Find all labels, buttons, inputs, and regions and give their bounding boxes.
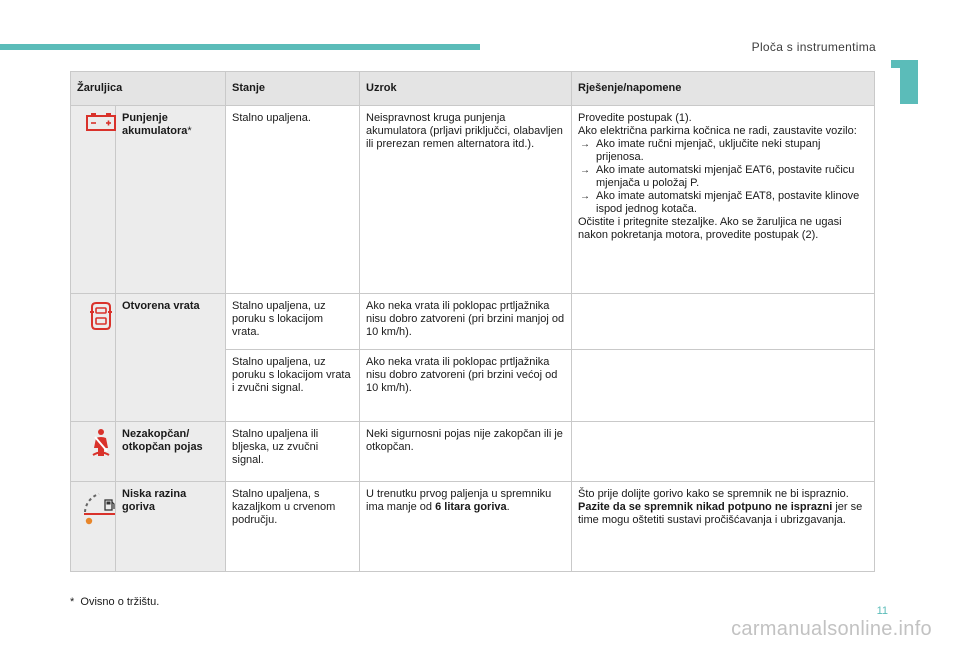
column-header-solution: Rješenje/napomene [572,72,875,106]
cause-cell: Neki sigurnosni pojas nije zakopčan ili je otkopčan. [360,422,572,482]
lamp-icon-cell [71,106,116,294]
cause-cell: Ako neka vrata ili poklopac prtljažnika nisu dobro zatvoreni (pri brzini manjoj od 10 km/h). [360,294,572,350]
state-cell: Stalno upaljena, uz poruku s lokacijom vrata. [226,294,360,350]
solution-list [578,138,868,216]
footnote-mark: * [187,125,192,137]
solution-cell [572,106,875,294]
state-cell: Stalno upaljena, uz poruku s lokacijom vrata i zvučni signal. [226,350,360,422]
battery-icon [85,112,109,136]
table-row [71,106,875,294]
warning-lights-table [70,71,875,572]
state-cell: Stalno upaljena, s kazaljkom u crvenom području. [226,482,360,572]
lamp-name-cell: Otvorena vrata [116,294,226,422]
state-cell: Stalno upaljena ili bljeska, uz zvučni signal. [226,422,360,482]
footnote-text: Ovisno o tržištu. [80,596,160,608]
lamp-name-cell [116,106,226,294]
list-item: → Ako imate automatski mjenjač EAT6, postavite ručicu mjenjača u položaj P. [578,164,868,190]
open-door-icon [89,300,109,336]
section-title: Ploča s instrumentima [751,40,876,54]
solution-text: Ako električna parkirna kočnica ne radi, zaustavite vozilo: [578,125,857,137]
chapter-marker [900,60,918,104]
cause-cell: Ako neka vrata ili poklopac prtljažnika nisu dobro zatvoreni (pri brzini većoj od 10 km/h). [360,350,572,422]
cause-text: U trenutku prvog paljenja u spremniku ima manje od [366,488,552,513]
solution-text: Što prije dolijte gorivo kako se spremnik ne bi ispraznio. [578,488,849,500]
watermark: carmanualsonline.info [731,618,932,640]
fuel-gauge-icon [81,488,109,532]
list-item: → Ako imate ručni mjenjač, uključite neki stupanj prijenosa. [578,138,868,164]
footnote [70,596,159,608]
column-header-state: Stanje [226,72,360,106]
table-row [71,422,875,482]
cause-cell [360,482,572,572]
solution-cell [572,482,875,572]
cause-cell: Neispravnost kruga punjenja akumulatora (prljavi priključci, olabavljen ili prerezan remen alternatora itd.). [360,106,572,294]
header-accent-bar [0,44,480,50]
table-row [71,482,875,572]
solution-text: jer se time mogu oštetiti sustavi pročišćavanja i ubrizgavanja. [578,501,863,526]
lamp-name: Punjenje akumulatora [122,112,188,137]
list-item: → Ako imate automatski mjenjač EAT8, postavite klinove ispod jednog kotača. [578,190,868,216]
solution-cell [572,350,875,422]
solution-text: Provedite postupak (1). [578,112,692,124]
column-header-cause: Uzrok [360,72,572,106]
seatbelt-icon [89,428,109,462]
cause-text: . [506,501,510,513]
table-row [71,294,875,350]
column-header-lamp: Žaruljica [71,72,226,106]
footnote-mark: * [70,596,75,608]
lamp-icon-cell [71,422,116,482]
lamp-icon-cell [71,482,116,572]
solution-cell [572,294,875,350]
solution-cell [572,422,875,482]
table-header-row [71,72,875,106]
lamp-name-cell: Nezakopčan/ otkopčan pojas [116,422,226,482]
cause-emphasis: 6 litara goriva [435,501,507,513]
solution-text: Očistite i pritegnite stezaljke. Ako se žaruljica ne ugasi nakon pokretanja motora, provedite postupak (2). [578,216,842,241]
state-cell: Stalno upaljena. [226,106,360,294]
solution-emphasis: Pazite da se spremnik nikad potpuno ne isprazni [578,501,833,513]
lamp-name-cell: Niska razina goriva [116,482,226,572]
page-number: 11 [876,605,888,617]
lamp-icon-cell [71,294,116,422]
